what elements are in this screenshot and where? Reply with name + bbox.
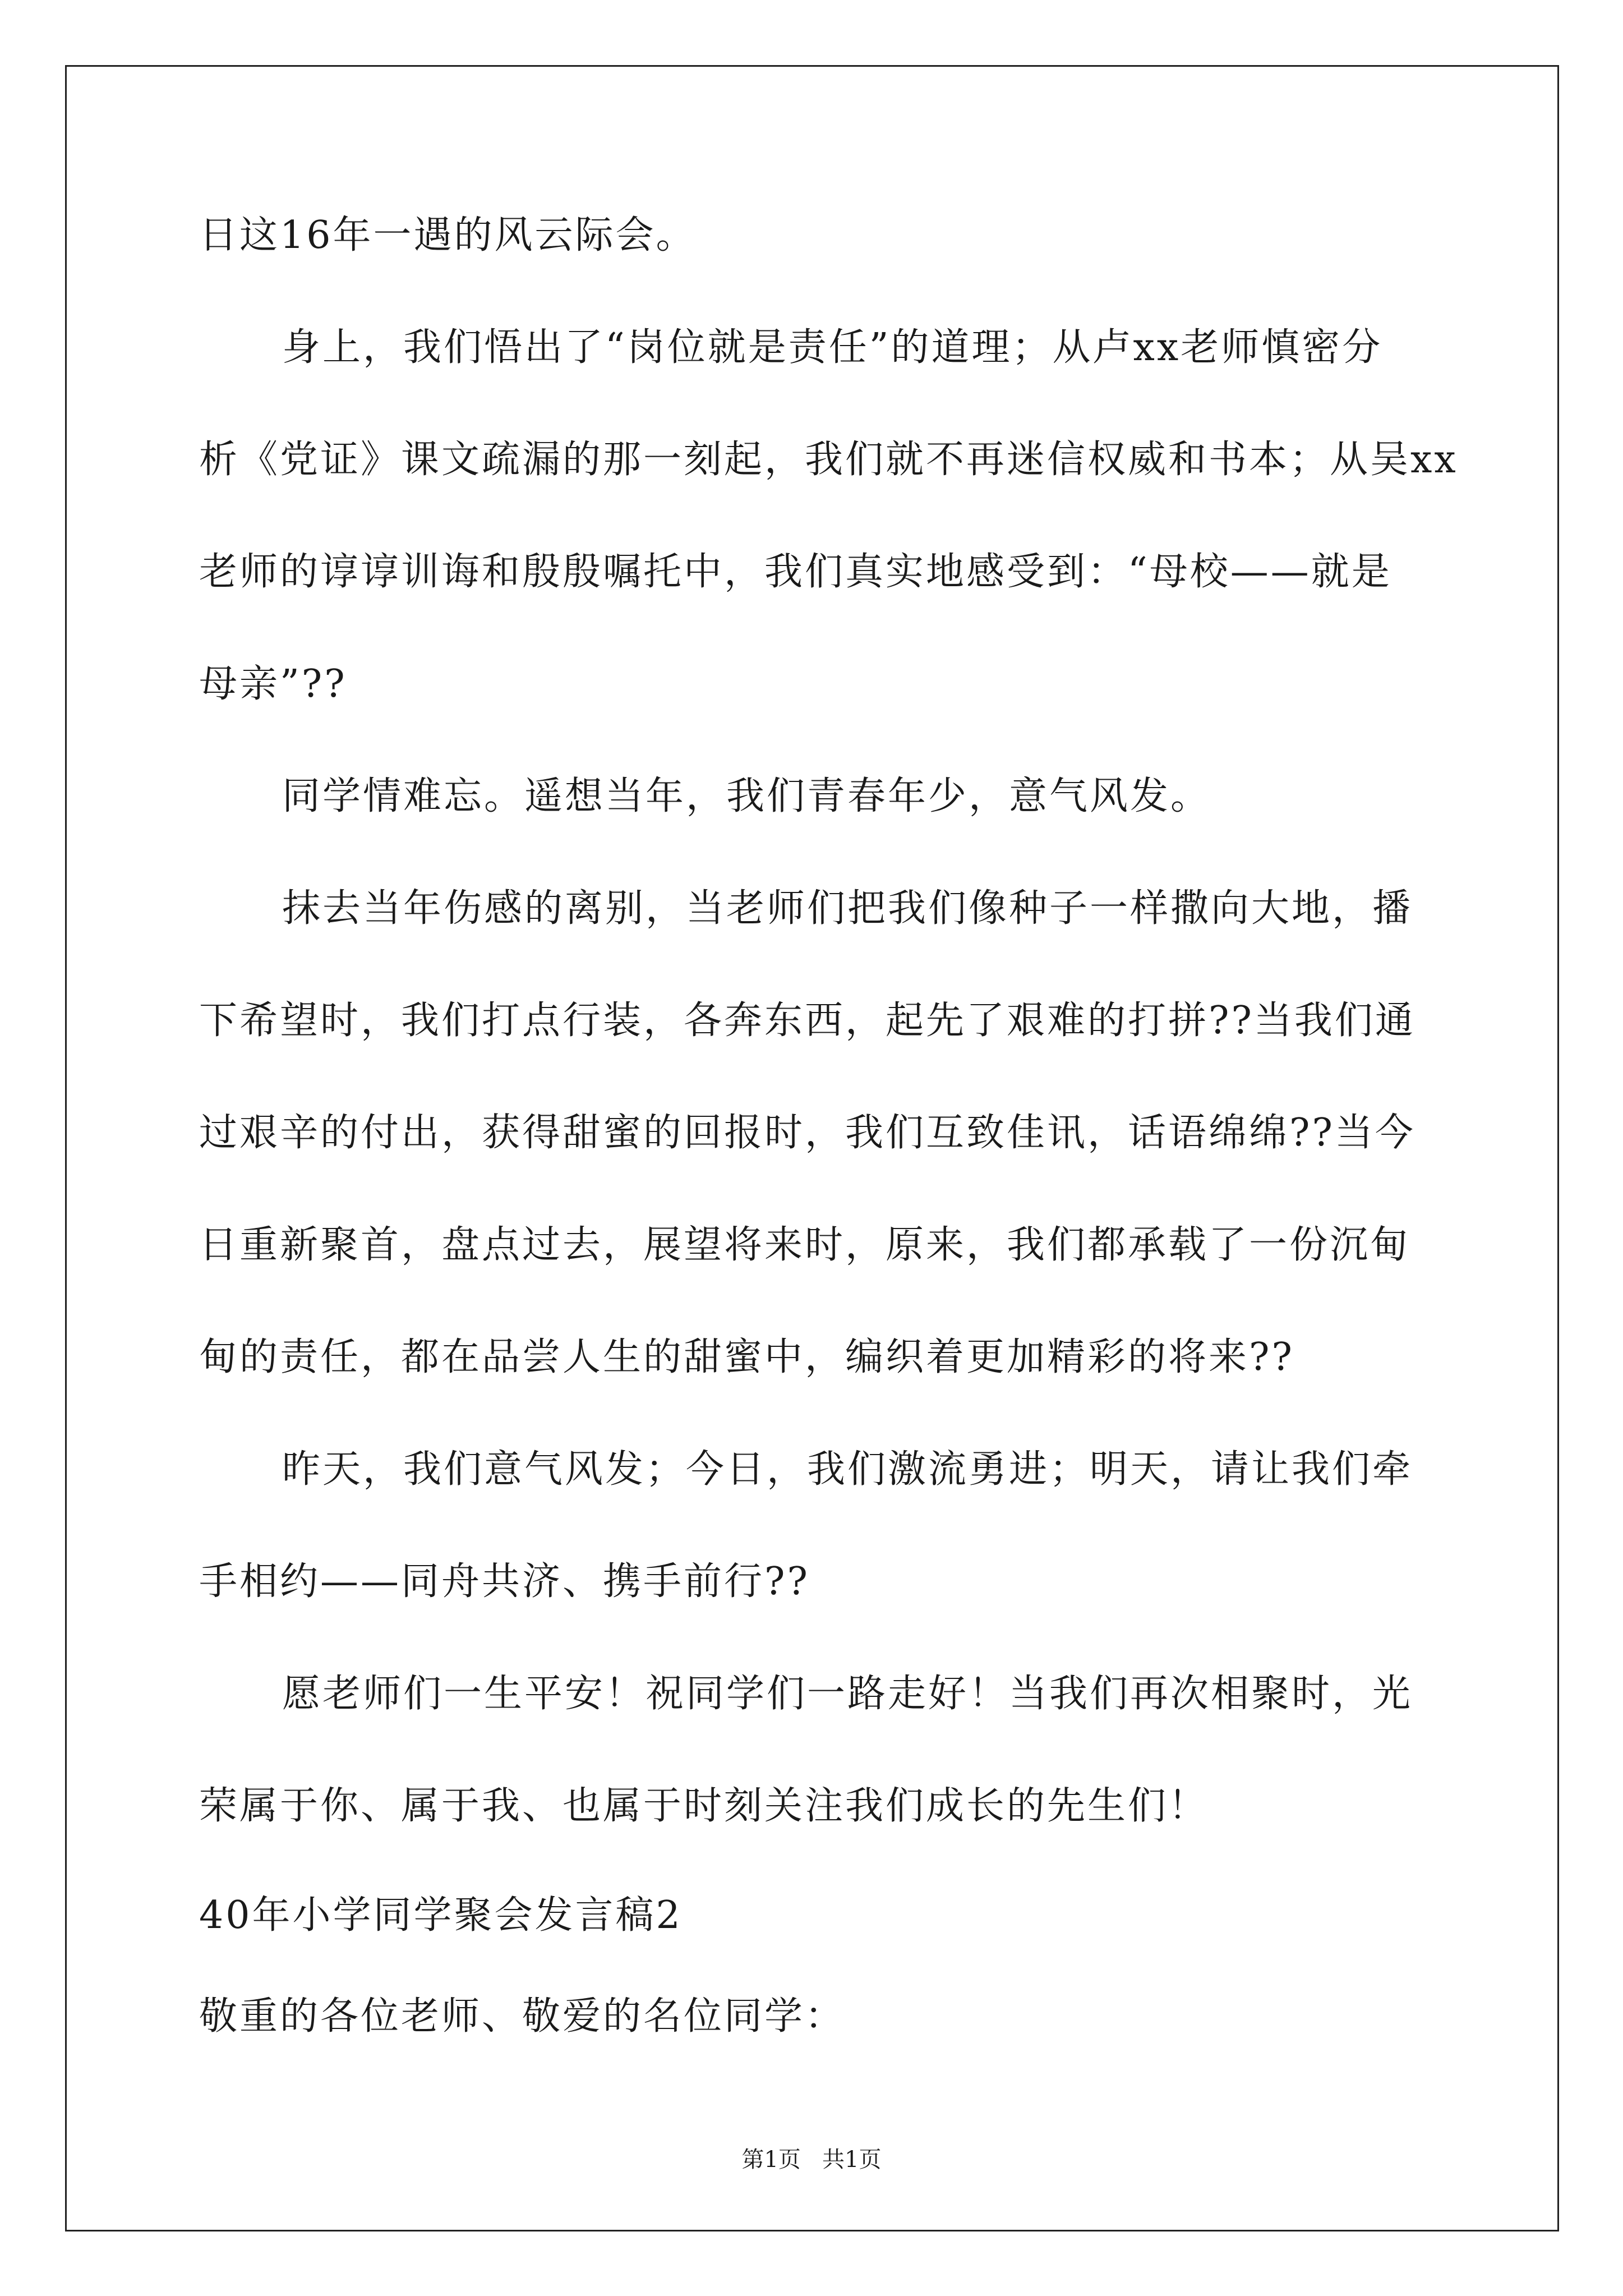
text-line: 手相约——同舟共济、携手前行?? [199,1559,810,1604]
text-line: 甸的责任，都在品尝人生的甜蜜中，编织着更加精彩的将来?? [199,1335,1294,1379]
text-line: 昨天，我们意气风发；今日，我们激流勇进；明天，请让我们牵 [282,1447,1413,1492]
text-line: 愿老师们一生平安！祝同学们一路走好！当我们再次相聚时，光 [282,1672,1413,1716]
text-line: 抹去当年伤感的离别，当老师们把我们像种子一样撒向大地，播 [282,886,1413,931]
page-footer: 第1页 共1页 [741,2147,882,2173]
section-heading: 40年小学同学聚会发言稿2 [199,1893,683,1938]
text-line: 老师的谆谆训诲和殷殷嘱托中，我们真实地感受到：“母校——就是 [199,550,1392,594]
text-line: 下希望时，我们打点行装，各奔东西，起先了艰难的打拼??当我们通 [199,999,1415,1043]
text-line: 过艰辛的付出，获得甜蜜的回报时，我们互致佳讯，话语绵绵??当今 [199,1111,1415,1155]
text-line: 荣属于你、属于我、也属于时刻关注我们成长的先生们！ [199,1784,1209,1828]
text-line: 母亲”?? [199,662,347,706]
text-line: 日重新聚首，盘点过去，展望将来时，原来，我们都承载了一份沉甸 [199,1223,1411,1267]
text-line: 同学情难忘。遥想当年，我们青春年少，意气风发。 [282,774,1211,818]
text-line: 身上，我们悟出了“岗位就是责任”的道理；从卢xx老师慎密分 [282,325,1383,370]
text-line: 日这16年一遇的风云际会。 [199,213,697,257]
salutation: 敬重的各位老师、敬爱的名位同学： [199,1994,846,2039]
text-line: 析《党证》课文疏漏的那一刻起，我们就不再迷信权威和书本；从吴xx [199,438,1458,482]
